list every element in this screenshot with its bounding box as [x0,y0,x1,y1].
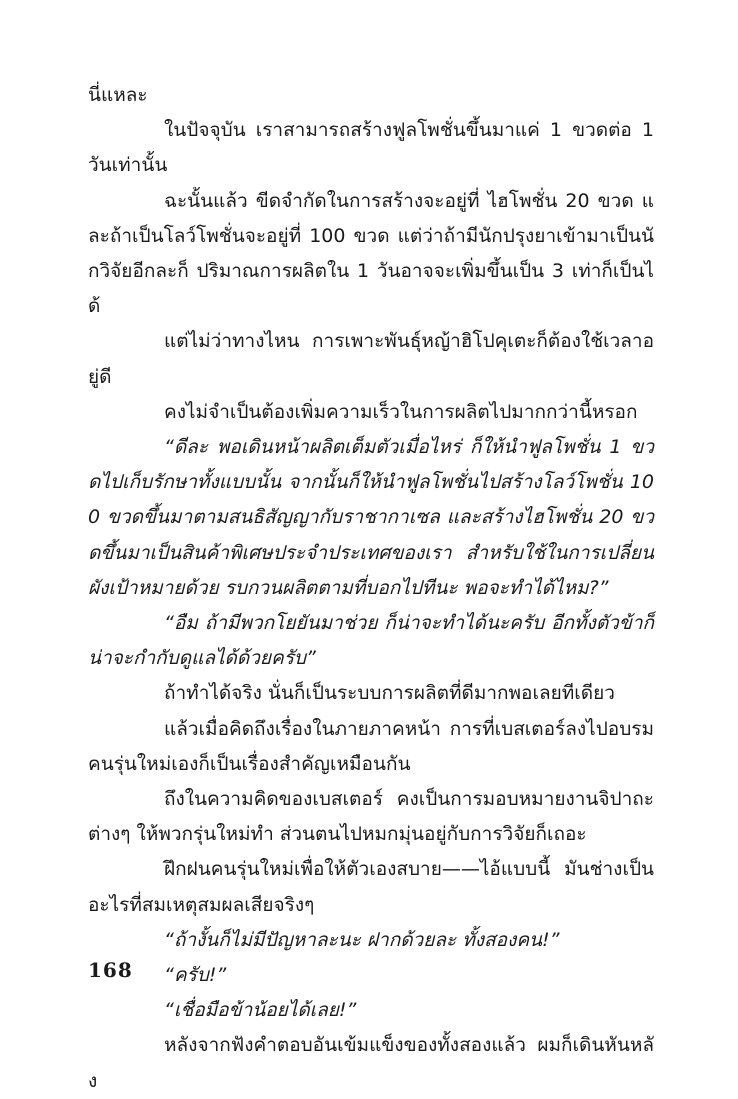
paragraph: แล้วเมื่อคิดถึงเรื่องในภายภาคหน้า การที่เบสเตอร์ลงไปอบรมคนรุ่นใหม่เองก็เป็นเรื่องสำคัญเหมือนกัน [88,717,654,775]
paragraph: หลังจากฟังคำตอบอันเข้มแข็งของทั้งสองแล้ว ผมก็เดินหันหลัง [88,1034,654,1092]
paragraph: ฝึกฝนคนรุ่นใหม่เพื่อให้ตัวเองสบาย——ไอ้แบบนี้ มันช่างเป็นอะไรที่สมเหตุสมผลเสียจริงๆ [88,858,654,916]
paragraph: นี่แหละ [88,84,148,106]
paragraph: ในปัจจุบัน เราสามารถสร้างฟูลโพชั่นขึ้นมาแค่ 1 ขวดต่อ 1 วันเท่านั้น [88,119,654,177]
paragraph: ถึงในความคิดของเบสเตอร์ คงเป็นการมอบหมายงานจิปาถะต่างๆ ให้พวกรุ่นใหม่ทำ ส่วนตนไปหมกมุ่นอยู่กับการวิจัยก็เถอะ [88,788,654,846]
dialogue-paragraph: “ดีละ พอเดินหน้าผลิตเต็มตัวเมื่อไหร่ ก็ให้นำฟูลโพชั่น 1 ขวดไปเก็บรักษาทั้งแบบนั้น จากนั้นก็ให้นำฟูลโพชั่นไปสร้างโลว์โพชั่น 100 ขวดขึ้นมาตามสนธิสัญญากับราชากาเซล และสร้างไฮโพชั่น 20 ขวดขึ้นมาเป็นสินค้าพิเศษประจำประเทศของเรา สำหรับใช้ในการเปลี่ยนผังเป้าหมายด้วย รบกวนผลิตตามที่บอกไปทีนะ พอจะทำได้ไหม?” [88,436,654,599]
paragraph: แต่ไม่ว่าทางไหน การเพาะพันธุ์หญ้าฮิโปคุเตะก็ต้องใช้เวลาอยู่ดี [88,330,654,388]
paragraph: ถ้าทำได้จริง นั่นก็เป็นระบบการผลิตที่ดีมากพอเลยทีเดียว [164,682,615,705]
page-number: 168 [88,958,133,982]
paragraph: ฉะนั้นแล้ว ขีดจำกัดในการสร้างจะอยู่ที่ ไฮโพชั่น 20 ขวด และถ้าเป็นโลว์โพชั่นจะอยู่ที่ 100 ขวด แต่ว่าถ้ามีนักปรุงยาเข้ามาเป็นนักวิจัยอีกละก็ ปริมาณการผลิตใน 1 วันอาจจะเพิ่มขึ้นเป็น 3 เท่าก็เป็นได้ [88,189,654,318]
body-text [88,78,654,1099]
paragraph: คงไม่จำเป็นต้องเพิ่มความเร็วในการผลิตไปมากกว่านี้หรอก [164,400,638,423]
dialogue-paragraph: “อืม ถ้ามีพวกโยยันมาช่วย ก็น่าจะทำได้นะครับ อีกทั้งตัวข้าก็น่าจะกำกับดูแลได้ด้วยครับ” [88,612,654,670]
dialogue-paragraph: “ครับ!” [164,964,227,987]
dialogue-paragraph: “เชื่อมือข้าน้อยได้เลย!” [164,999,357,1022]
dialogue-paragraph: “ถ้างั้นก็ไม่มีปัญหาละนะ ฝากด้วยละ ทั้งสองคน!” [164,928,560,951]
